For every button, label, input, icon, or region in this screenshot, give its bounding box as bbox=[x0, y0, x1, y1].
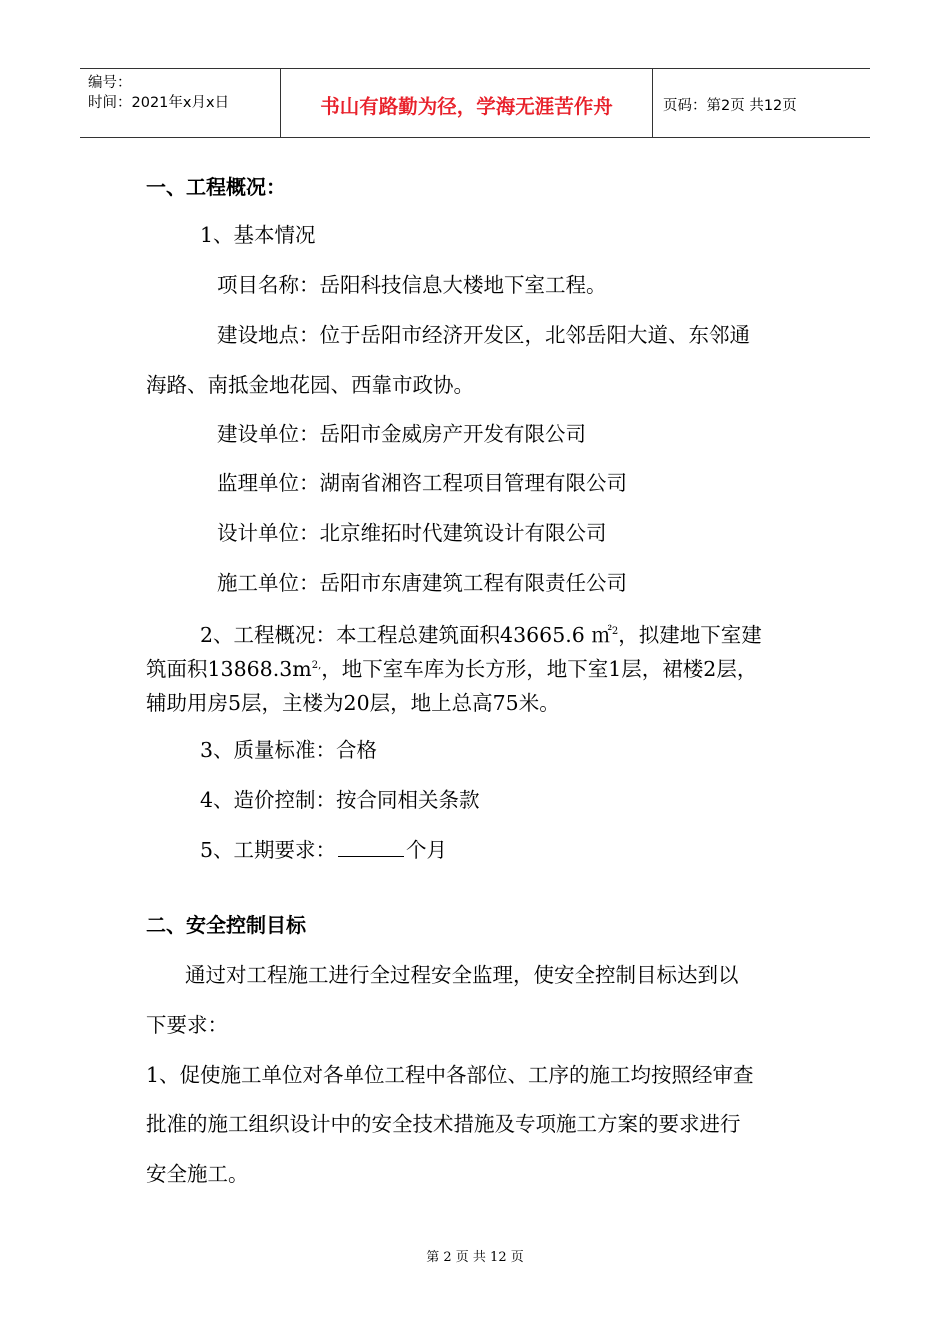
page-info: 页码：第2页 共12页 bbox=[663, 97, 797, 114]
overview-1-sup: 2 bbox=[611, 626, 619, 637]
period-blank bbox=[338, 838, 404, 857]
supervisor: 监理单位：湖南省湘咨工程项目管理有限公司 bbox=[217, 471, 627, 495]
page-footer: 第 2 页 共 12 页 bbox=[426, 1250, 524, 1265]
basic-info-title: 1、基本情况 bbox=[200, 223, 316, 247]
number-label: 编号： bbox=[88, 75, 132, 91]
contractor: 施工单位：岳阳市东唐建筑工程有限责任公司 bbox=[217, 571, 627, 595]
owner: 建设单位：岳阳市金威房产开发有限公司 bbox=[217, 422, 586, 446]
overview-line-2 bbox=[146, 655, 757, 683]
header-left-cell bbox=[80, 69, 281, 137]
s2-item-1-line-2: 批准的施工组织设计中的安全技术措施及专项施工方案的要求进行 bbox=[146, 1112, 741, 1136]
overview-line-1 bbox=[200, 621, 762, 649]
location-line-2: 海路、南抵金地花园、西靠市政协。 bbox=[146, 373, 474, 397]
section-2-title: 二、安全控制目标 bbox=[146, 913, 306, 937]
overview-1-rest: ，拟建地下室建 bbox=[618, 623, 762, 647]
location-line-1: 建设地点：位于岳阳市经济开发区，北邻岳阳大道、东邻通 bbox=[217, 323, 750, 347]
cost: 4、造价控制：按合同相关条款 bbox=[200, 788, 480, 812]
header-table bbox=[80, 68, 870, 138]
s2-paragraph-line-1: 通过对工程施工进行全过程安全监理，使安全控制目标达到以 bbox=[185, 963, 739, 987]
motto: 书山有路勤为径，学海无涯苦作舟 bbox=[281, 69, 653, 137]
overview-2-sup: 2, bbox=[311, 660, 322, 671]
period bbox=[200, 836, 447, 864]
overview-2-rest: ，地下室车库为长方形，地下室1层，裙楼2层， bbox=[321, 657, 758, 681]
s2-item-1-line-3: 安全施工。 bbox=[146, 1162, 249, 1186]
overview-line-3: 辅助用房5层，主楼为20层，地上总高75米。 bbox=[146, 691, 560, 715]
period-label: 5、工期要求： bbox=[200, 838, 337, 862]
overview-2-text: 筑面积13868.3m bbox=[146, 657, 312, 681]
s2-item-1-line-1: 1、促使施工单位对各单位工程中各部位、工序的施工均按照经审查 bbox=[146, 1063, 754, 1087]
period-unit: 个月 bbox=[406, 838, 448, 862]
overview-1-text: 2、工程概况：本工程总建筑面积43665.6 ㎡ bbox=[200, 623, 612, 647]
project-name: 项目名称：岳阳科技信息大楼地下室工程。 bbox=[217, 273, 607, 297]
s2-paragraph-line-2: 下要求： bbox=[146, 1013, 228, 1037]
designer: 设计单位：北京维拓时代建筑设计有限公司 bbox=[217, 521, 607, 545]
time-label: 时间：2021年x月x日 bbox=[88, 95, 230, 111]
section-1-title: 一、工程概况： bbox=[146, 175, 286, 199]
quality: 3、质量标准：合格 bbox=[200, 738, 378, 762]
